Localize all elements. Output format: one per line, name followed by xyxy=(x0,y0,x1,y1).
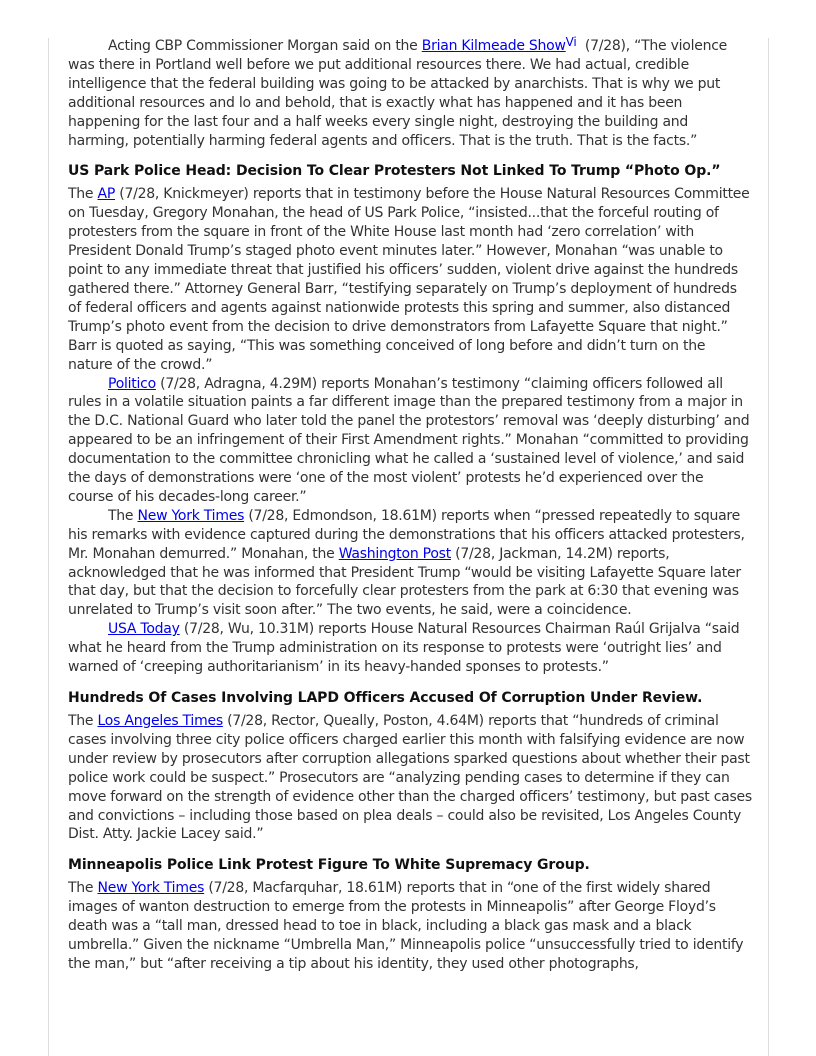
paragraph-text: (7/28, Rector, Queally, Poston, 4.64M) reports that “hundreds of criminal cases involving three city police officers charged earlier this month with falsifying evidence are now under review by prosecutors after corruption allegations sparked questions about whether their past police work could be suspect.” Prosecutors are “analyzing pending cases to determine if they can move forward on the strength of evidence other than the charged officers’ testimony, but past cases and convictions – including those based on plea deals – could also be revisited, Los Angeles County Dist. Atty. Jackie Lacey said.” xyxy=(68,713,757,843)
source-link[interactable]: Washington Post xyxy=(338,545,451,562)
source-link[interactable]: New York Times xyxy=(97,880,205,897)
paragraph-text: The xyxy=(68,713,98,729)
paragraph-text: (7/28, Knickmeyer) reports that in testimony before the House Natural Resources Committee on Tuesday, Gregory Monahan, the head of US Park Police, “insisted...that the forceful routing of protesters from the square in front of the White House last month had ‘zero correlation’ with President Donald Trump’s staged photo event minutes later.” However, Monahan “was unable to point to any immediate threat that justified his officers’ sudden, violent drive against the hundreds gathered there.” Attorney General Barr, “testifying separately on Trump’s deployment of hundreds of federal officers and agents against nationwide protests this spring and summer, also distanced Trump’s photo event from the decision to drive demonstrators from Lafayette Square that night.” Barr is quoted as saying, “This was something conceived of long before and didn’t turn on the nature of the crowd.” xyxy=(68,186,754,373)
source-link[interactable]: Brian Kilmeade Show xyxy=(421,38,566,54)
section-heading: US Park Police Head: Decision To Clear Protesters Not Linked To Trump “Photo Op.” xyxy=(68,163,721,180)
paragraph xyxy=(68,375,752,507)
paragraph-text: (7/28, Adragna, 4.29M) reports Monahan’s testimony “claiming officers followed all rules in a volatile situation paints a far different image than the prepared testimony from a major in the D.C. National Guard who later told the panel the protestors’ removal was ‘deeply disturbing’ and appeared to be an infringement of their First Amendment rights.” Monahan “committed to providing documentation to the committee chronicling what he called a ‘sustained level of violence,’ and said the days of demonstrations were ‘one of the most violent’ protests he’d experienced over the course of his decades-long career.” xyxy=(68,375,754,505)
paragraph xyxy=(68,507,752,620)
source-link[interactable]: New York Times xyxy=(137,507,245,524)
source-link[interactable]: USA Today xyxy=(108,621,180,638)
paragraph-text: (7/28, Wu, 10.31M) reports House Natural Resources Chairman Raúl Grijalva “said what he heard from the Trump administration on its response to protests were ‘outright lies’ and warned of ‘creeping authoritarianism’ in its heavy-handed sponses to protests.” xyxy=(68,621,744,676)
paragraph-text: Acting CBP Commissioner Morgan said on the xyxy=(108,38,422,54)
paragraph-text: (7/28, Macfarquhar, 18.61M) reports that in “one of the first widely shared images of wanton destruction to emerge from the protests in Minneapolis” after George Floyd’s death was a “tall man, dressed head to toe in black, including a black gas mask and a black umbrella.” Given the nickname “Umbrella Man,” Minneapolis police “unsuccessfully tried to identify the man,” but “after receiving a tip about his identity, they used other photographs, xyxy=(68,880,748,972)
paragraph-text: (7/28, Jackman, 14.2M) reports, acknowledged that he was informed that President Trump “would be visiting Lafayette Square later that day, but that the decision to forcefully clear protesters from the park at 6:30 that evening was unrelated to Trump’s visit soon after.” The two events, he said, were a coincidence. xyxy=(68,545,746,619)
paragraph xyxy=(68,879,752,974)
paragraph xyxy=(68,620,752,677)
source-link[interactable]: Los Angeles Times xyxy=(97,713,223,729)
paragraph-text: (7/28), “The violence was there in Portland well before we put additional resources there. We had actual, credible intelligence that the federal building was going to be attacked by anarchists. That is why we put additional resources and lo and behold, that is exactly what has happened and it has been happening for the last four and a half weeks every single night, destroying the building and harming, potentially harming federal agents and officers. That is the truth. That is the facts.” xyxy=(68,38,732,149)
source-link[interactable]: AP xyxy=(97,186,116,203)
paragraph-text: The xyxy=(108,507,138,524)
paragraph-text: The xyxy=(68,880,98,897)
paragraph xyxy=(68,37,752,150)
paragraph xyxy=(68,185,752,374)
paragraph-text: (7/28, Edmondson, 18.61M) reports when “pressed repeatedly to square his remarks with evidence captured during the demonstrations that his officers attacked protesters, Mr. Monahan demurred.” Monahan, the xyxy=(68,507,749,562)
page-margin-line-right xyxy=(768,38,769,1056)
section-heading: Minneapolis Police Link Protest Figure To White Supremacy Group. xyxy=(68,857,590,874)
paragraph xyxy=(68,712,757,844)
endnote-marker[interactable]: Vi xyxy=(565,35,577,49)
section-heading: Hundreds Of Cases Involving LAPD Officers Accused Of Corruption Under Review. xyxy=(68,690,703,706)
page-margin-line-left xyxy=(48,38,49,1056)
document-body xyxy=(68,35,757,974)
paragraph-text: The xyxy=(68,186,98,203)
source-link[interactable]: Politico xyxy=(108,375,156,392)
